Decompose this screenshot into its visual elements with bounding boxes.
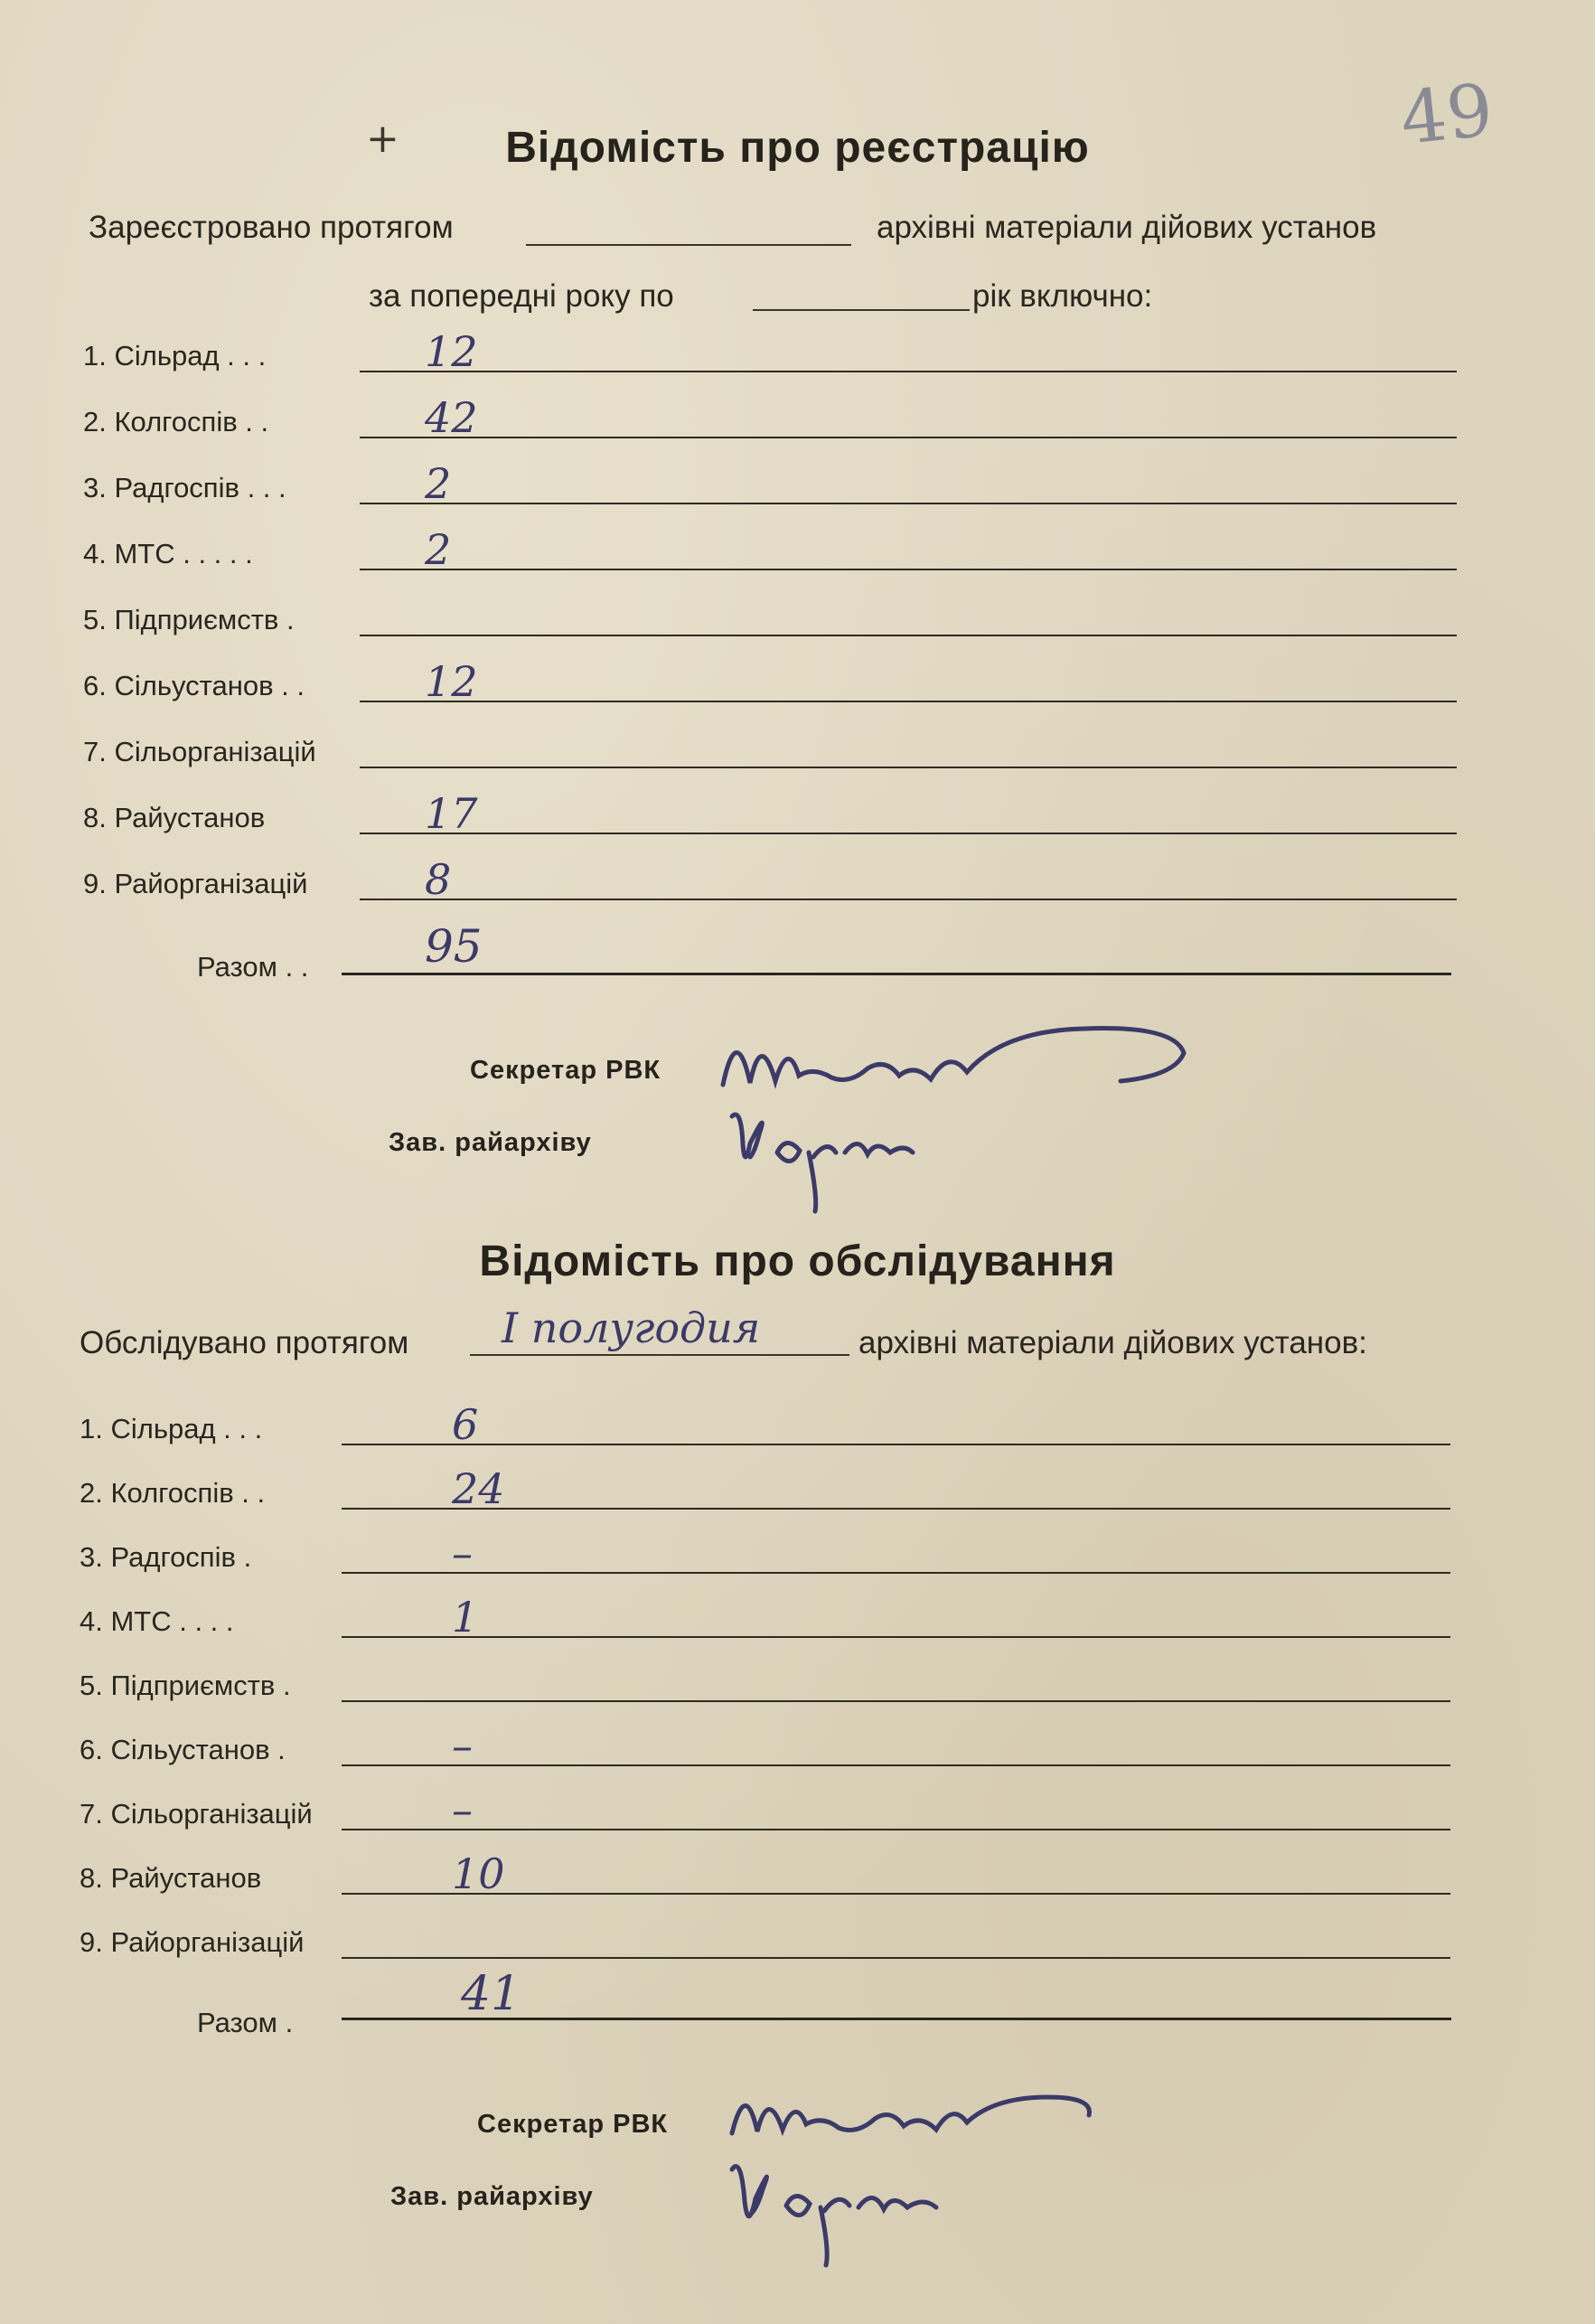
registration-row-label: 3. Радгоспів . . . [83, 472, 286, 503]
inspection-secretary-label: Секретар РВК [477, 2110, 669, 2139]
registration-intro2-end: рік включно: [972, 278, 1153, 314]
inspection-title: Відомість про обслідування [479, 1237, 1116, 1285]
inspection-row-line [342, 1636, 1450, 1638]
registration-row-line [360, 833, 1457, 834]
registration-archive-head-label: Зав. райархіву [389, 1128, 592, 1157]
registration-row-value: 12 [425, 327, 478, 376]
inspection-intro-end: архівні матеріали дійових установ: [858, 1325, 1367, 1360]
registration-archive-signature [714, 1089, 967, 1216]
registration-row-label: 8. Райустанов [83, 802, 266, 833]
registration-row-label: 5. Підприємств . [83, 604, 295, 635]
inspection-row-value: – [452, 1785, 473, 1834]
inspection-row-value: 6 [452, 1400, 479, 1449]
inspection-row-value: – [452, 1721, 473, 1770]
registration-total-line [342, 973, 1451, 975]
registration-row-line [360, 371, 1457, 372]
inspection-row-value: 24 [452, 1464, 505, 1513]
registration-row-label: 2. Колгоспів . . [83, 406, 269, 438]
inspection-intro-start: Обслідувано протягом [80, 1325, 409, 1360]
inspection-row-label: 7. Сільорганізацій [80, 1798, 313, 1830]
inspection-row-label: 8. Райустанов [80, 1862, 262, 1894]
inspection-archive-head-label: Зав. райархіву [390, 2182, 594, 2211]
registration-row-value: 8 [425, 855, 452, 904]
registration-row-value: 42 [425, 393, 478, 442]
inspection-period-value: I полугодия [502, 1303, 761, 1352]
inspection-row-line [342, 1508, 1450, 1510]
inspection-archive-signature [714, 2142, 1003, 2269]
inspection-row-label: 6. Сільустанов . [80, 1734, 286, 1765]
registration-row-line [360, 503, 1457, 504]
registration-row-line [360, 437, 1457, 438]
registration-row-value: 2 [425, 525, 452, 574]
registration-row-line [360, 569, 1457, 570]
registration-row-line [360, 767, 1457, 768]
inspection-row-label: 5. Підприємств . [80, 1670, 291, 1701]
registration-title: Відомість про реєстрацію [505, 124, 1090, 172]
inspection-row-label: 9. Райорганізацій [80, 1926, 305, 1958]
registration-total-value: 95 [425, 920, 483, 973]
inspection-row-label: 3. Радгоспів . [80, 1541, 252, 1573]
registration-row-value: 17 [425, 789, 478, 838]
inspection-row-line [342, 1764, 1450, 1766]
inspection-total-value: 41 [461, 1967, 521, 2021]
inspection-row-line [342, 1444, 1450, 1445]
page-number: 49 [1396, 67, 1497, 162]
tick-mark: + [366, 116, 399, 162]
inspection-row-value: 1 [452, 1593, 479, 1642]
registration-intro-end: архівні матеріали дійових установ [877, 210, 1377, 245]
inspection-row-value: – [452, 1529, 473, 1577]
registration-row-label: 6. Сільустанов . . [83, 670, 305, 701]
inspection-row-label: 2. Колгоспів . . [80, 1477, 266, 1509]
registration-row-line [360, 899, 1457, 900]
registration-row-label: 7. Сільорганізацій [83, 736, 316, 767]
registration-row-line [360, 701, 1457, 702]
inspection-row-line [342, 1829, 1450, 1830]
registration-row-line [360, 635, 1457, 636]
registration-intro2-start: за попередні року по [369, 278, 674, 314]
inspection-row-line [342, 1893, 1450, 1895]
inspection-row-line [342, 1957, 1450, 1959]
inspection-total-label: Разом . [197, 2007, 294, 2038]
registration-row-label: 4. МТС . . . . . [83, 538, 253, 569]
registration-total-label: Разом . . [197, 951, 309, 983]
inspection-row-label: 4. МТС . . . . [80, 1605, 234, 1637]
registration-period-blank [526, 244, 851, 246]
inspection-row-label: 1. Сільрад . . . [80, 1413, 263, 1444]
registration-intro-start: Зареєстровано протягом [89, 210, 454, 245]
registration-row-value: 2 [425, 459, 452, 508]
inspection-row-line [342, 1572, 1450, 1574]
inspection-row-value: 10 [452, 1849, 505, 1898]
registration-row-label: 1. Сільрад . . . [83, 340, 267, 372]
registration-row-label: 9. Райорганізацій [83, 868, 308, 899]
registration-secretary-label: Секретар РВК [470, 1056, 661, 1085]
inspection-period-blank [470, 1354, 849, 1356]
registration-year-blank [753, 309, 970, 311]
registration-row-value: 12 [425, 657, 478, 706]
inspection-row-line [342, 1700, 1450, 1702]
